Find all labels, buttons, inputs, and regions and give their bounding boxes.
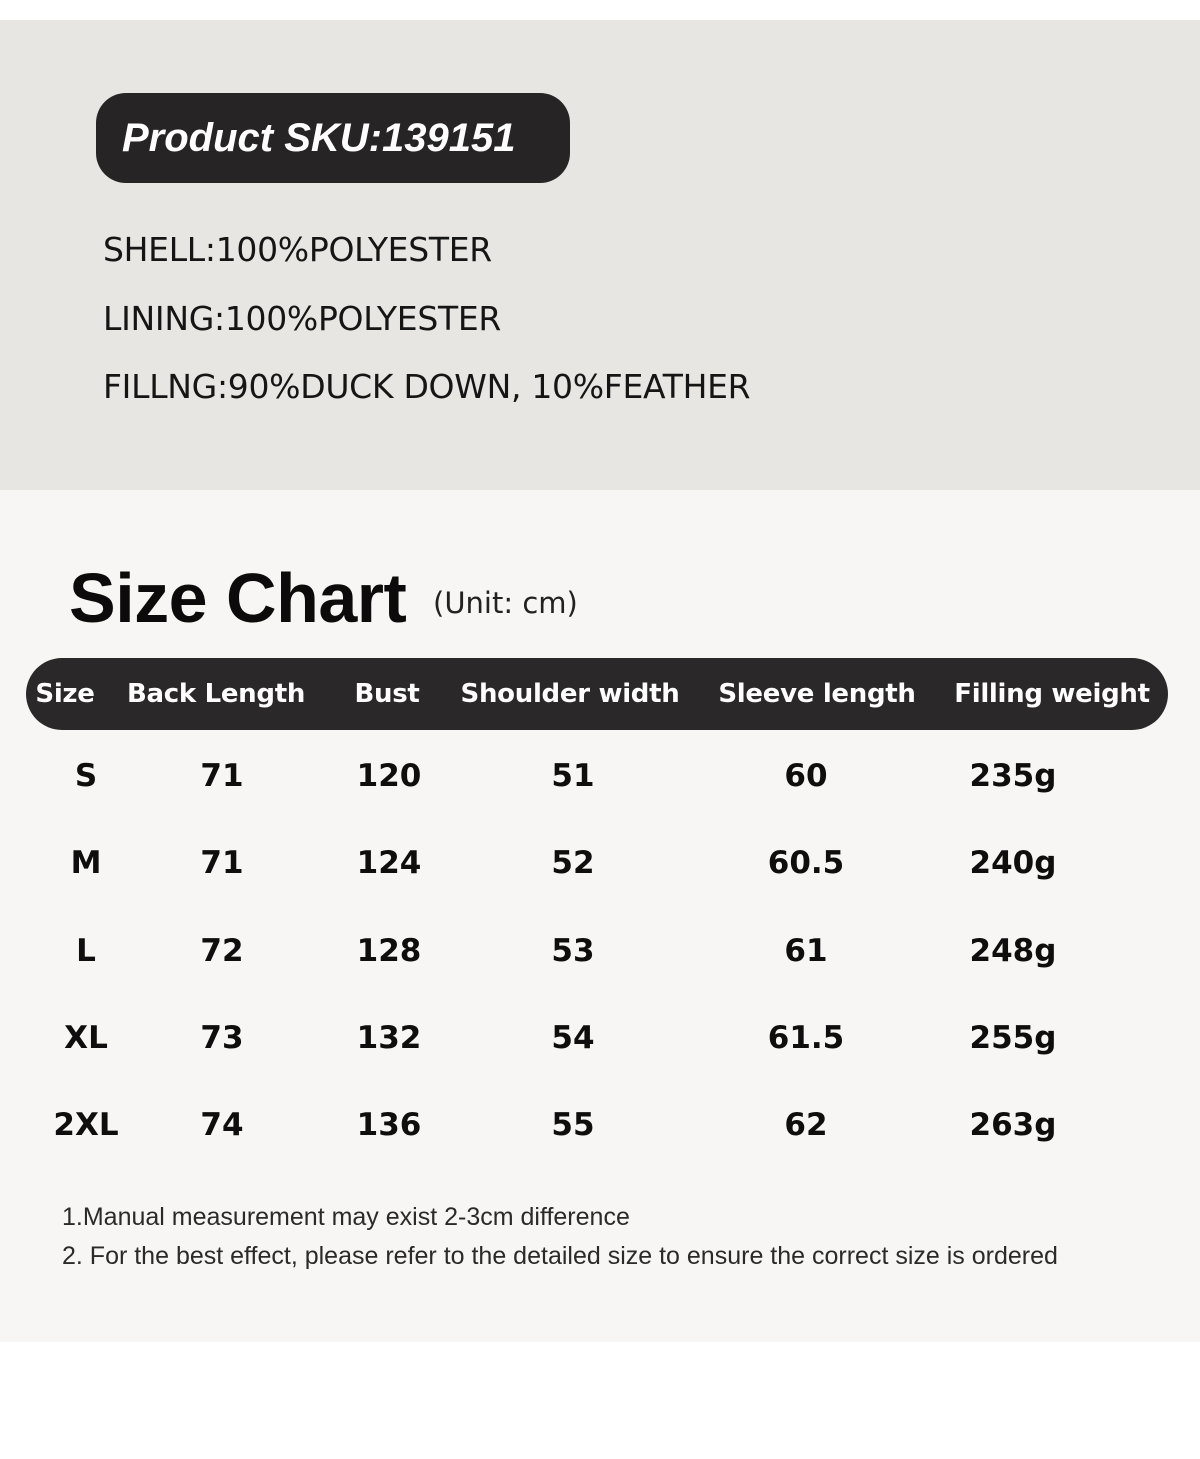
cell-sleeve-length: 60	[784, 758, 828, 794]
material-label: FILLNG:	[103, 367, 228, 406]
size-chart-unit: (Unit: cm)	[433, 586, 578, 620]
material-shell	[103, 230, 492, 269]
cell-shoulder-width: 52	[551, 845, 595, 881]
cell-bust: 132	[356, 1020, 422, 1056]
cell-size: XL	[64, 1020, 108, 1056]
cell-bust: 128	[356, 933, 422, 969]
material-panel	[0, 20, 1200, 490]
measurement-note: 1.Manual measurement may exist 2-3cm difference	[62, 1203, 630, 1231]
cell-sleeve-length: 61.5	[767, 1020, 845, 1056]
material-value: 100%POLYESTER	[224, 299, 502, 338]
cell-shoulder-width: 53	[551, 933, 595, 969]
material-label: LINING:	[103, 299, 225, 338]
cell-filling-weight: 255g	[969, 1020, 1057, 1056]
cell-shoulder-width: 55	[551, 1107, 595, 1143]
material-label: SHELL:	[103, 230, 216, 269]
cell-size: S	[74, 758, 98, 794]
table-row	[0, 921, 1200, 981]
material-value: 90%DUCK DOWN, 10%FEATHER	[227, 367, 751, 406]
product-sku-text: Product SKU:139151	[122, 116, 516, 160]
cell-back-length: 71	[200, 845, 244, 881]
material-value: 100%POLYESTER	[215, 230, 492, 269]
cell-shoulder-width: 54	[551, 1020, 595, 1056]
cell-back-length: 71	[200, 758, 244, 794]
cell-filling-weight: 248g	[969, 933, 1057, 969]
cell-shoulder-width: 51	[551, 758, 595, 794]
cell-sleeve-length: 61	[784, 933, 828, 969]
table-row	[0, 746, 1200, 806]
table-row	[0, 1095, 1200, 1155]
cell-filling-weight: 263g	[969, 1107, 1057, 1143]
sizing-advice-note: 2. For the best effect, please refer to the detailed size to ensure the correct size is ordered	[62, 1242, 1058, 1270]
cell-size: 2XL	[53, 1107, 119, 1143]
table-row	[0, 1008, 1200, 1068]
header-size: Size	[35, 679, 95, 709]
product-sku-badge	[96, 93, 570, 183]
cell-bust: 124	[356, 845, 422, 881]
cell-back-length: 74	[200, 1107, 244, 1143]
cell-back-length: 73	[200, 1020, 244, 1056]
cell-size: L	[76, 933, 96, 969]
header-bust: Bust	[354, 679, 420, 709]
size-table-header	[26, 658, 1168, 730]
cell-sleeve-length: 62	[784, 1107, 828, 1143]
cell-filling-weight: 235g	[969, 758, 1057, 794]
table-row	[0, 833, 1200, 893]
size-chart-panel	[0, 490, 1200, 1342]
cell-bust: 136	[356, 1107, 422, 1143]
cell-sleeve-length: 60.5	[767, 845, 845, 881]
header-filling-weight: Filling weight	[954, 679, 1150, 709]
material-filling	[103, 367, 750, 406]
cell-bust: 120	[356, 758, 422, 794]
header-shoulder-width: Shoulder width	[460, 679, 680, 709]
material-lining	[103, 299, 501, 338]
header-back-length: Back Length	[126, 679, 306, 709]
header-sleeve-length: Sleeve length	[718, 679, 916, 709]
cell-back-length: 72	[200, 933, 244, 969]
cell-size: M	[70, 845, 102, 881]
cell-filling-weight: 240g	[969, 845, 1057, 881]
size-chart-title: Size Chart	[69, 559, 407, 637]
